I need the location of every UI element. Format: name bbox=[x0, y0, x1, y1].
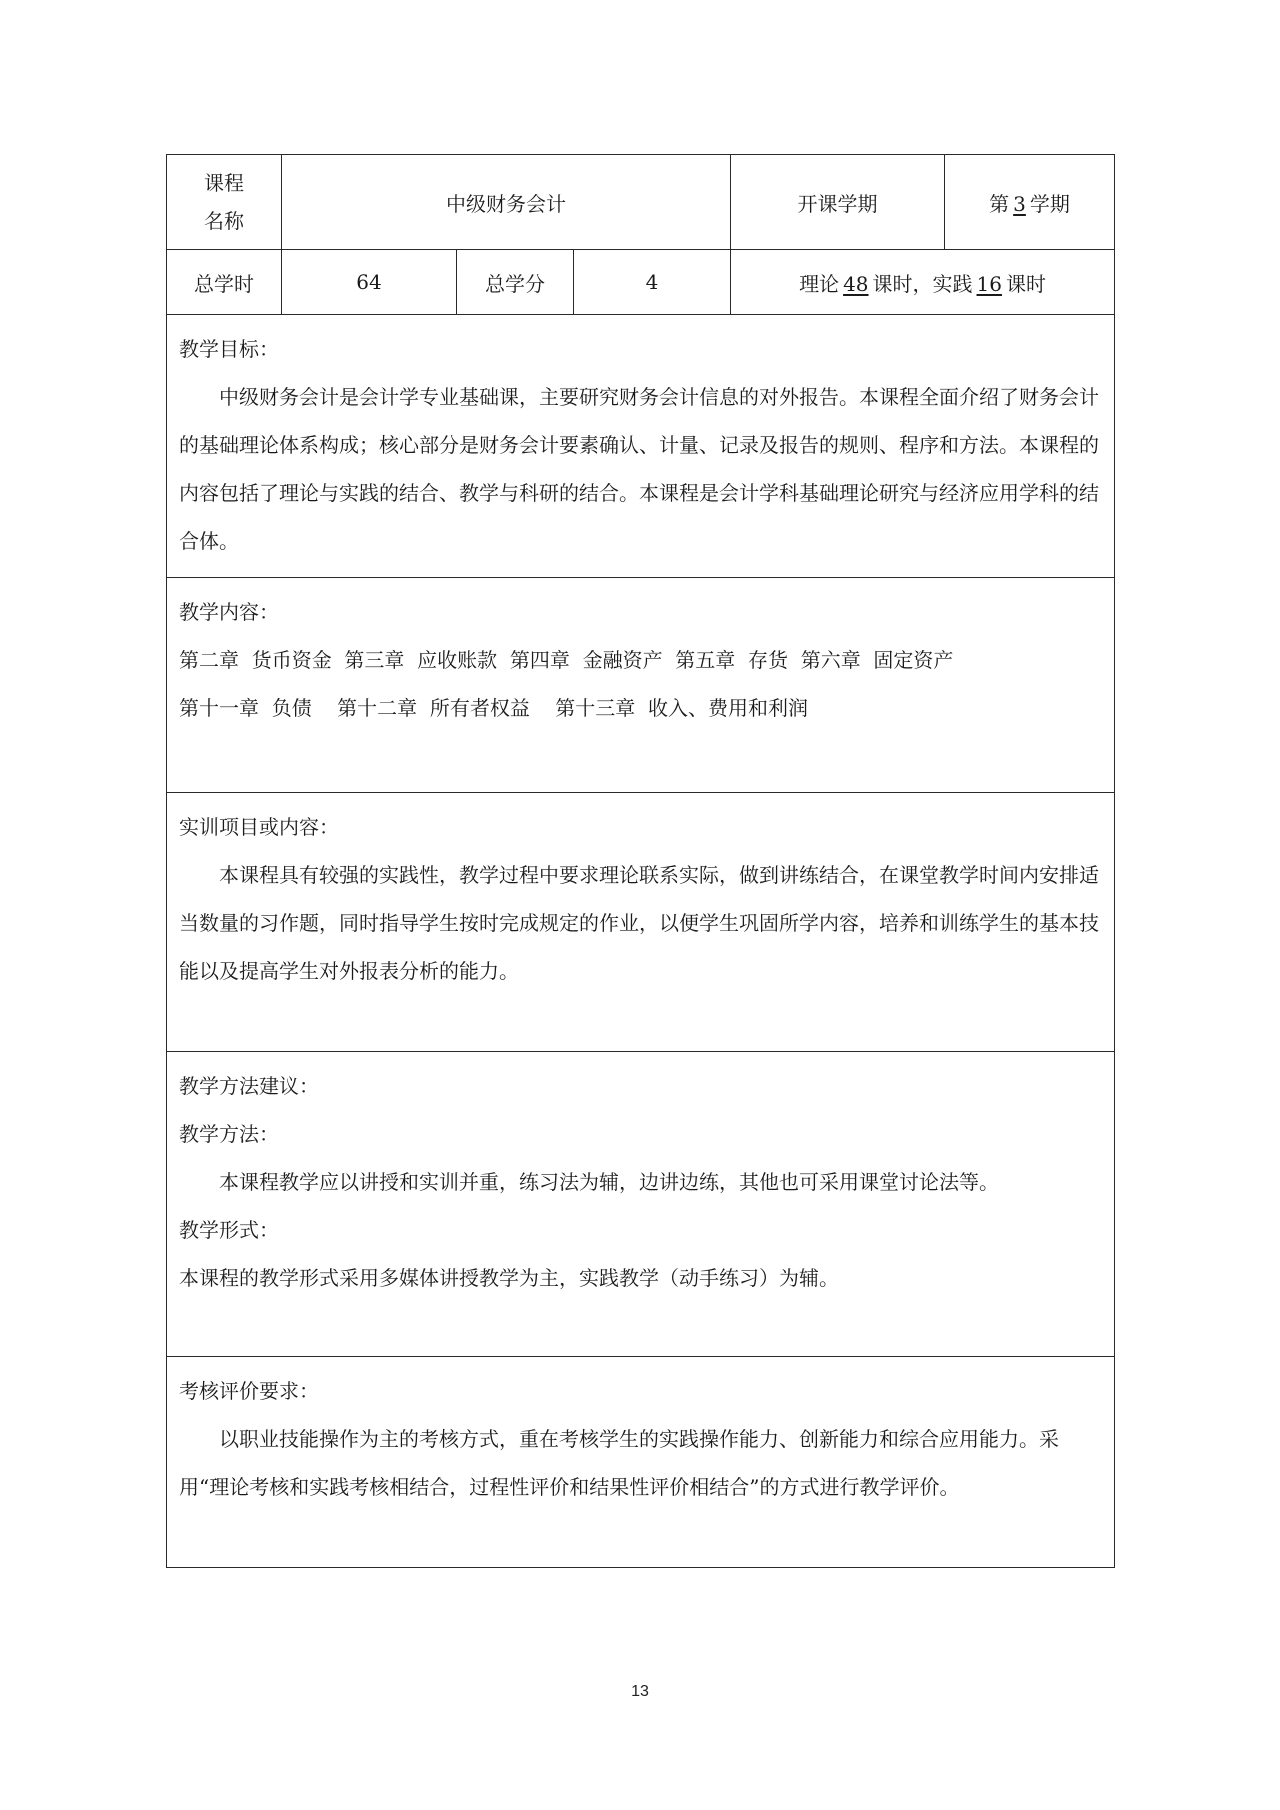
total-hours-value: 64 bbox=[282, 250, 457, 315]
teaching-goal-section bbox=[167, 315, 1115, 578]
course-syllabus-table bbox=[166, 154, 1115, 1568]
hours-row bbox=[167, 250, 1115, 315]
training-section bbox=[167, 793, 1115, 1052]
training-title: 实训项目或内容： bbox=[179, 815, 339, 839]
semester-label: 开课学期 bbox=[731, 155, 945, 250]
semester-value: 第 3 学期 bbox=[945, 155, 1115, 250]
teaching-method-section bbox=[167, 1052, 1115, 1357]
evaluation-section bbox=[167, 1357, 1115, 1568]
total-hours-label: 总学时 bbox=[167, 250, 282, 315]
teaching-goal-row bbox=[167, 315, 1115, 578]
teaching-goal-text: 中级财务会计是会计学专业基础课，主要研究财务会计信息的对外报告。本课程全面介绍了财务会计的基础理论体系构成；核心部分是财务会计要素确认、计量、记录及报告的规则、程序和方法。本课程的内容包括了理论与实践的结合、教学与科研的结合。本课程是会计学科基础理论研究与经济应用学科的结合体。 bbox=[179, 385, 1099, 553]
teaching-content-row bbox=[167, 578, 1115, 793]
training-text: 本课程具有较强的实践性，教学过程中要求理论联系实际，做到讲练结合，在课堂教学时间内安排适当数量的习作题，同时指导学生按时完成规定的作业，以便学生巩固所学内容，培养和训练学生的基本技能以及提高学生对外报表分析的能力。 bbox=[179, 863, 1099, 983]
practice-hours: 16 bbox=[976, 271, 1002, 296]
chapter-list-line-2: 第十一章 负债 第十二章 所有者权益 第十三章 收入、费用和利润 bbox=[179, 696, 809, 720]
page-number: 13 bbox=[631, 1683, 649, 1700]
teaching-content-title: 教学内容： bbox=[179, 600, 279, 624]
method-text: 本课程教学应以讲授和实训并重，练习法为辅，边讲边练，其他也可采用课堂讨论法等。 bbox=[219, 1170, 999, 1194]
form-label: 教学形式： bbox=[179, 1218, 279, 1242]
form-text: 本课程的教学形式采用多媒体讲授教学为主，实践教学（动手练习）为辅。 bbox=[179, 1266, 839, 1290]
teaching-content-section bbox=[167, 578, 1115, 793]
training-row bbox=[167, 793, 1115, 1052]
teaching-method-title: 教学方法建议： bbox=[179, 1074, 319, 1098]
total-credits-value: 4 bbox=[574, 250, 731, 315]
semester-number: 3 bbox=[1013, 191, 1026, 216]
teaching-method-row bbox=[167, 1052, 1115, 1357]
course-name-row bbox=[167, 155, 1115, 250]
course-name-value: 中级财务会计 bbox=[282, 155, 731, 250]
theory-hours: 48 bbox=[843, 271, 869, 296]
teaching-goal-title: 教学目标： bbox=[179, 337, 279, 361]
evaluation-title: 考核评价要求： bbox=[179, 1379, 319, 1403]
method-label: 教学方法： bbox=[179, 1122, 279, 1146]
total-credits-label: 总学分 bbox=[457, 250, 574, 315]
hours-breakdown: 理论 48 课时，实践 16 课时 bbox=[731, 250, 1115, 315]
evaluation-text: 以职业技能操作为主的考核方式，重在考核学生的实践操作能力、创新能力和综合应用能力。采用“理论考核和实践考核相结合，过程性评价和结果性评价相结合”的方式进行教学评价。 bbox=[179, 1427, 1059, 1499]
evaluation-row bbox=[167, 1357, 1115, 1568]
course-name-label: 课程 名称 bbox=[167, 155, 282, 250]
chapter-list-line-1: 第二章 货币资金 第三章 应收账款 第四章 金融资产 第五章 存货 第六章 固定资产 bbox=[179, 648, 954, 672]
